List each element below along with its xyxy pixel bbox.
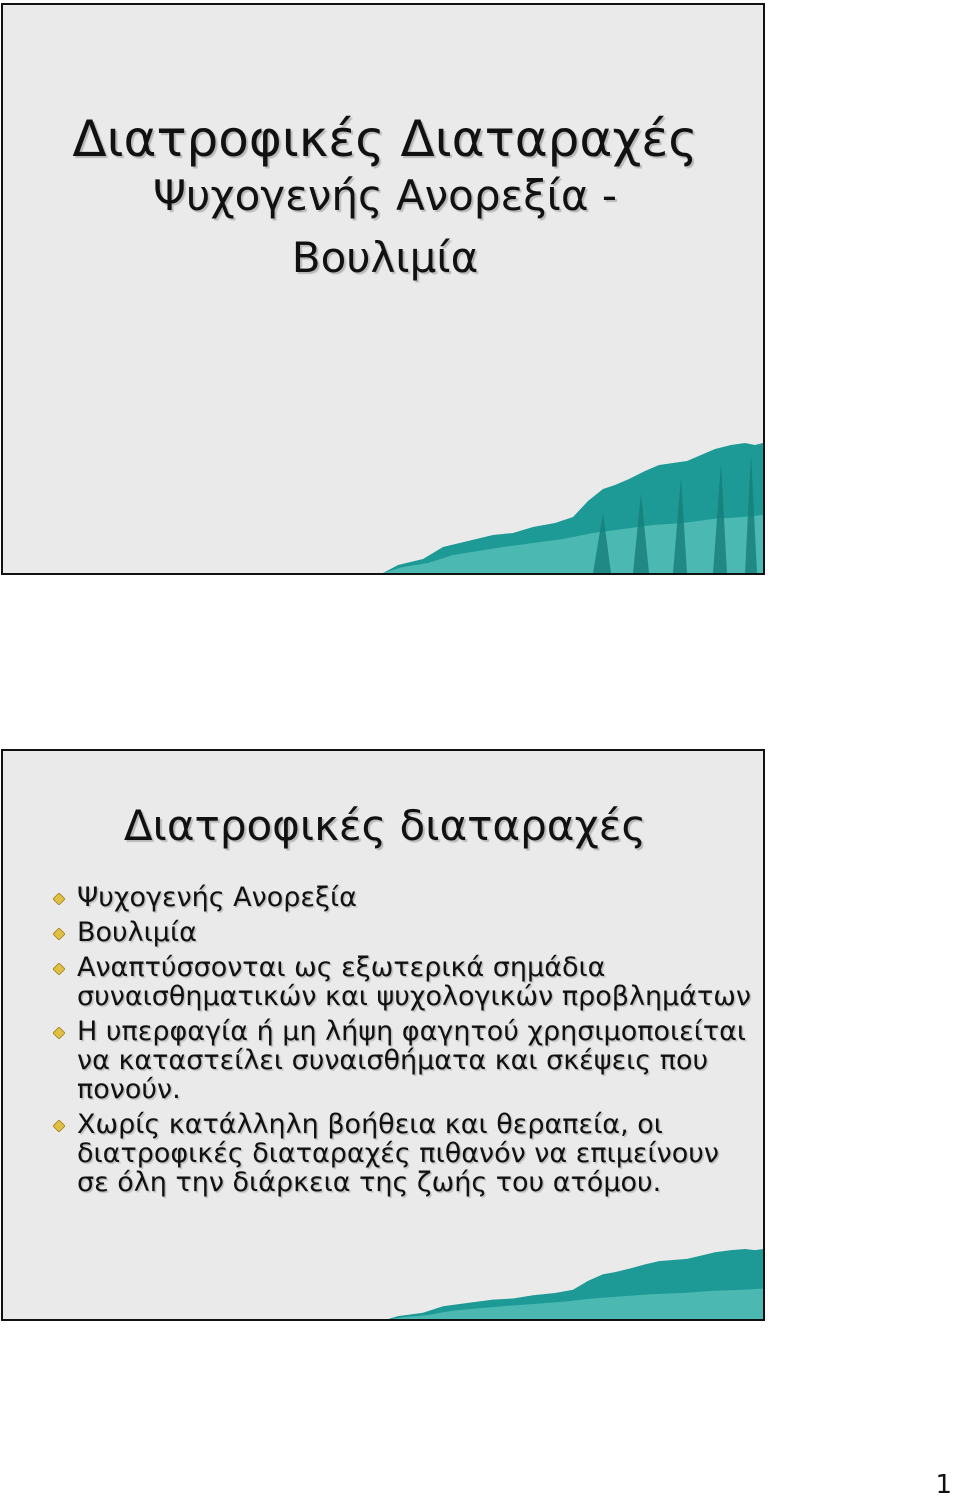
list-item bbox=[51, 1110, 751, 1197]
list-item bbox=[51, 918, 751, 947]
bullet-text: Αναπτύσσονται ως εξωτερικά σημάδια συναισθηματικών και ψυχολογικών προβλημάτων bbox=[77, 952, 751, 1012]
list-item bbox=[51, 883, 751, 912]
diamond-bullet-icon bbox=[53, 1027, 65, 1039]
bullet-list bbox=[51, 883, 751, 1203]
slide-1-subtitle bbox=[3, 165, 765, 289]
slide-2 bbox=[1, 749, 765, 1321]
list-item bbox=[51, 953, 751, 1011]
diamond-bullet-icon bbox=[53, 963, 65, 975]
diamond-bullet-icon bbox=[53, 1120, 65, 1132]
page-number: 1 bbox=[935, 1470, 952, 1500]
bullet-text: Ψυχογενής Ανορεξία bbox=[77, 882, 357, 913]
bullet-text: Χωρίς κατάλληλη βοήθεια και θεραπεία, οι διατροφικές διαταραχές πιθανόν να επιμείνουν σε όλη την διάρκεια της ζωής του ατόμου. bbox=[77, 1109, 719, 1198]
slide-1 bbox=[1, 3, 765, 575]
bullet-text: Η υπερφαγία ή μη λήψη φαγητού χρησιμοποιείται να καταστείλει συναισθήματα και σκέψεις που πονούν. bbox=[77, 1016, 747, 1105]
slide-2-title: Διατροφικές διαταραχές bbox=[123, 801, 647, 850]
slide-1-subtitle-line-1: Ψυχογενής Ανορεξία - bbox=[152, 171, 618, 220]
slide-1-title: Διατροφικές Διαταραχές bbox=[72, 110, 698, 168]
diamond-bullet-icon bbox=[53, 893, 65, 905]
list-item bbox=[51, 1017, 751, 1104]
wave-decoration bbox=[383, 1189, 763, 1319]
slide-1-subtitle-line-2: Βουλιμία bbox=[291, 233, 479, 282]
bullet-text: Βουλιμία bbox=[77, 917, 197, 948]
diamond-bullet-icon bbox=[53, 928, 65, 940]
wave-decoration bbox=[383, 443, 763, 573]
